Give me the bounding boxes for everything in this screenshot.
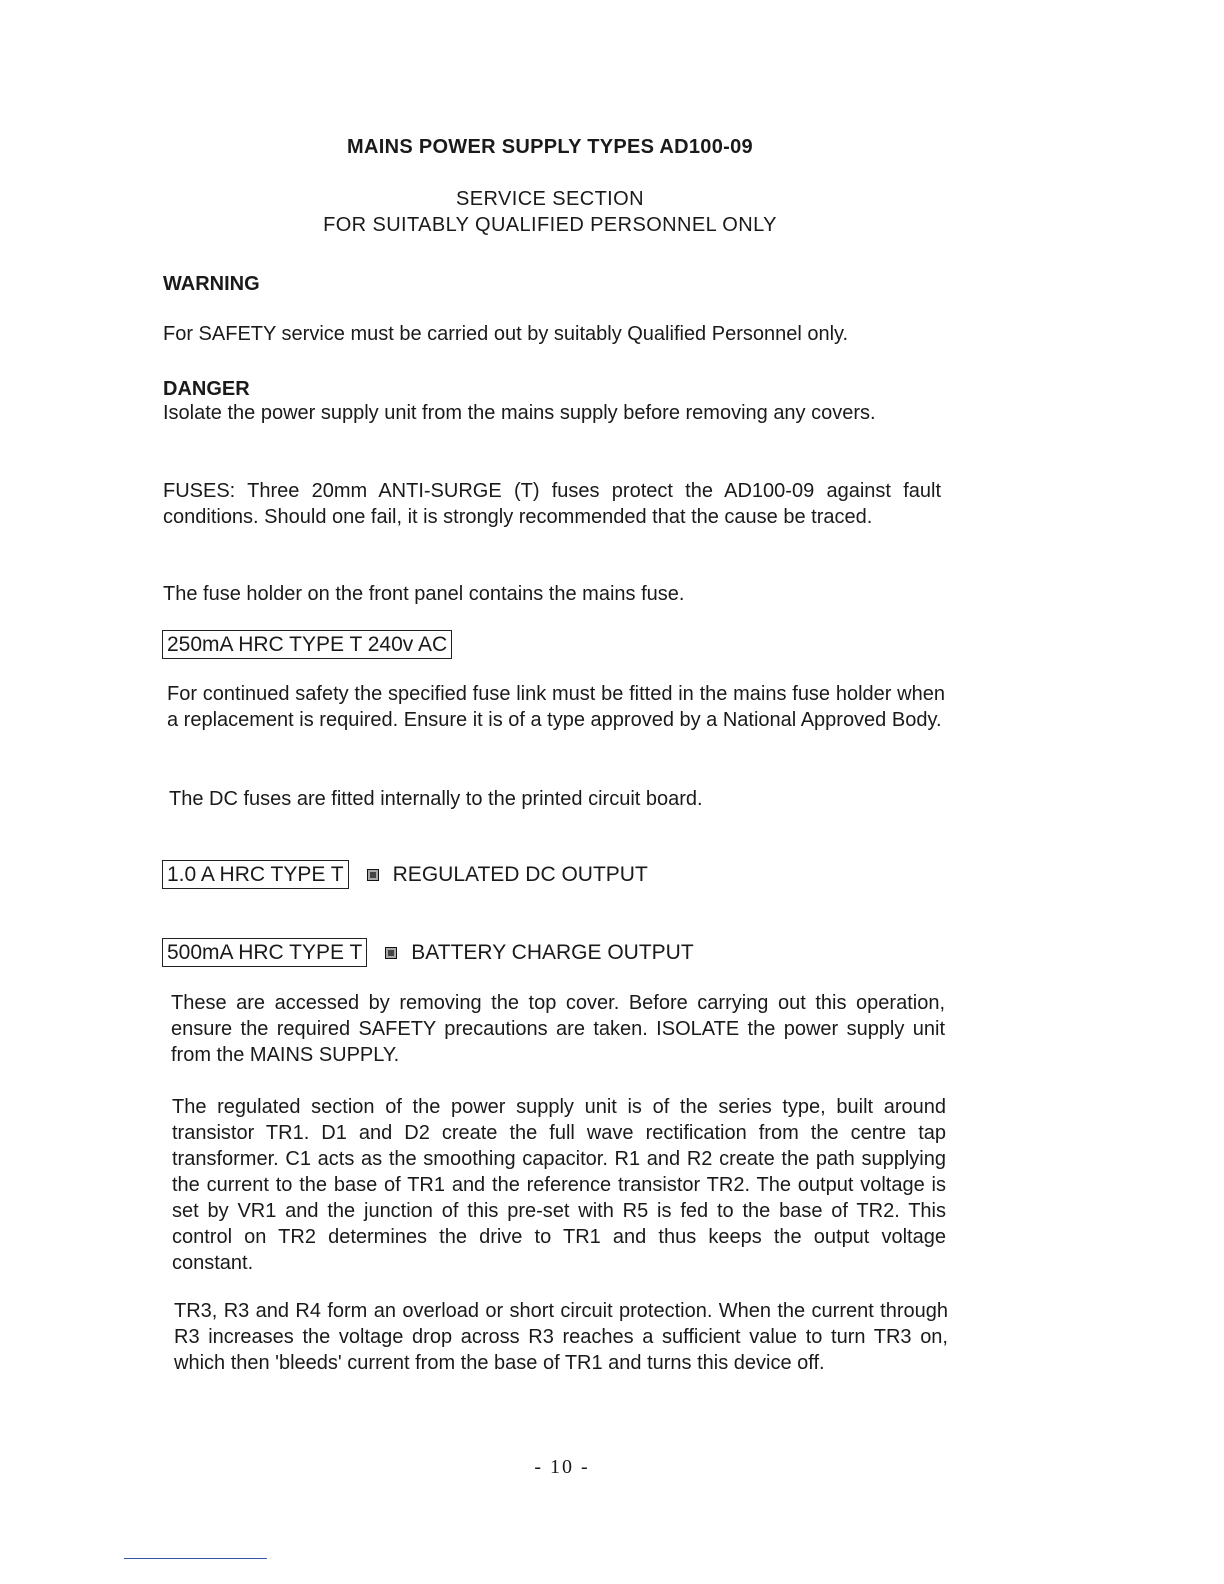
section-audience-note: FOR SUITABLY QUALIFIED PERSONNEL ONLY: [323, 214, 777, 236]
danger-text: Isolate the power supply unit from the mains supply before removing any covers.: [163, 402, 876, 424]
battery-fuse-rating-box: 500mA HRC TYPE T: [162, 938, 367, 967]
dc-fuse-output-label: REGULATED DC OUTPUT: [392, 862, 648, 886]
section-subtitle: SERVICE SECTION: [456, 188, 644, 210]
battery-fuse-output-label: BATTERY CHARGE OUTPUT: [411, 940, 694, 964]
square-bullet-icon: [385, 947, 397, 959]
dc-fuse-row-regulated: [162, 860, 648, 889]
overload-protection-paragraph: TR3, R3 and R4 form an overload or short circuit protection. When the current through R3 increases the voltage drop across R3 reaches a sufficient value to turn TR3 on, which then 'bleeds' current from the base of TR1 and turns this device off.: [174, 1300, 948, 1374]
page-title: MAINS POWER SUPPLY TYPES AD100-09: [347, 136, 753, 158]
warning-text: For SAFETY service must be carried out by suitably Qualified Personnel only.: [163, 323, 849, 345]
square-bullet-icon: [367, 869, 379, 881]
footer-divider: [124, 1558, 267, 1559]
warning-heading: WARNING: [163, 273, 260, 295]
access-paragraph: These are accessed by removing the top cover. Before carrying out this operation, ensure the required SAFETY precautions are taken. ISOLATE the power supply unit from the MAINS SUPPLY.: [171, 992, 945, 1066]
fuses-intro: FUSES: Three 20mm ANTI-SURGE (T) fuses protect the AD100-09 against fault conditions. Should one fail, it is strongly recommended that the cause be traced.: [163, 480, 941, 528]
dc-fuse-rating-box: 1.0 A HRC TYPE T: [162, 860, 349, 889]
dc-fuses-text: The DC fuses are fitted internally to the printed circuit board.: [169, 788, 703, 810]
page-number: - 10 -: [534, 1456, 590, 1478]
front-panel-fuse-text: The fuse holder on the front panel contains the mains fuse.: [163, 583, 685, 605]
regulated-section-paragraph: The regulated section of the power supply unit is of the series type, built around transistor TR1. D1 and D2 create the full wave rectification from the centre tap transformer. C1 acts as the smoothing capacitor. R1 and R2 create the path supplying the current to the base of TR1 and the reference transistor TR2. The output voltage is set by VR1 and the junction of this pre-set with R5 is fed to the base of TR2. This control on TR2 determines the drive to TR1 and thus keeps the output voltage constant.: [172, 1096, 946, 1274]
continued-safety-text: For continued safety the specified fuse link must be fitted in the mains fuse holder when a replacement is required. Ensure it is of a type approved by a National Approved Body.: [167, 683, 945, 731]
mains-fuse-rating-box: 250mA HRC TYPE T 240v AC: [162, 630, 452, 659]
danger-heading: DANGER: [163, 378, 250, 400]
dc-fuse-row-battery: [162, 938, 694, 967]
mains-fuse-rating-row: [162, 630, 452, 659]
